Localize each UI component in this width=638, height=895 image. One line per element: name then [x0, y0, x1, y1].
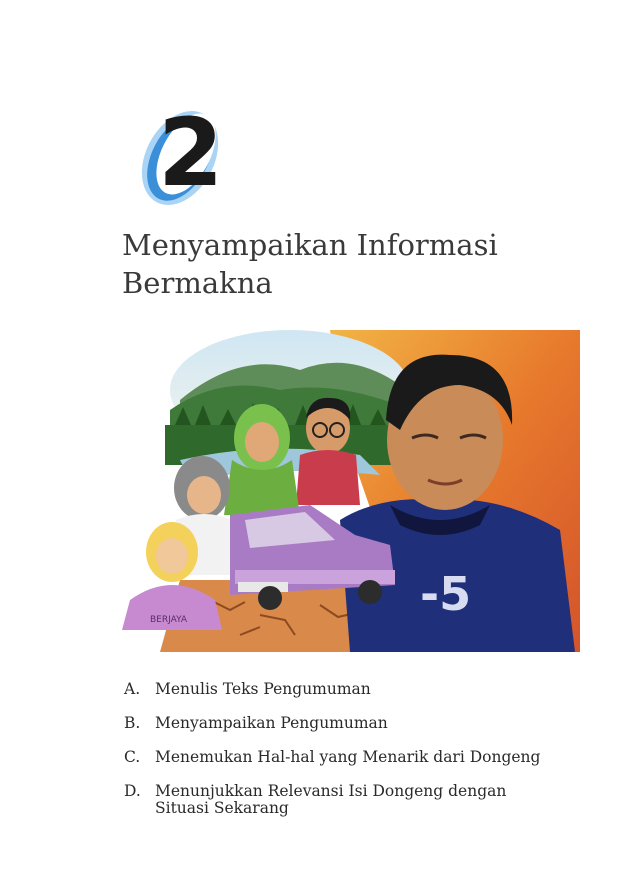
chapter-topics-list — [124, 681, 564, 834]
topic-text: Menyampaikan Pengumuman — [155, 714, 388, 732]
topic-letter: B. — [124, 714, 141, 732]
shirt-graphic: -5 — [420, 567, 472, 621]
topic-letter: D. — [124, 782, 141, 800]
topic-text: Menemukan Hal-hal yang Menarik dari Dongeng — [155, 748, 541, 766]
topic-item — [124, 749, 564, 766]
chapter-title — [122, 226, 542, 302]
topic-text: Menunjukkan Relevansi Isi Dongeng dengan Situasi Sekarang — [155, 782, 507, 817]
chapter-number: 2 — [158, 99, 222, 208]
topic-letter: C. — [124, 748, 141, 766]
chapter-illustration — [120, 330, 580, 652]
topic-letter: A. — [124, 680, 141, 698]
topic-item — [124, 681, 564, 698]
chapter-title-line-2: Bermakna — [122, 266, 273, 300]
topic-item — [124, 715, 564, 732]
garment-label: BERJAYA — [150, 615, 188, 625]
topic-text: Menulis Teks Pengumuman — [155, 680, 371, 698]
topic-item — [124, 783, 564, 817]
chapter-title-line-1: Menyampaikan Informasi — [122, 228, 498, 262]
